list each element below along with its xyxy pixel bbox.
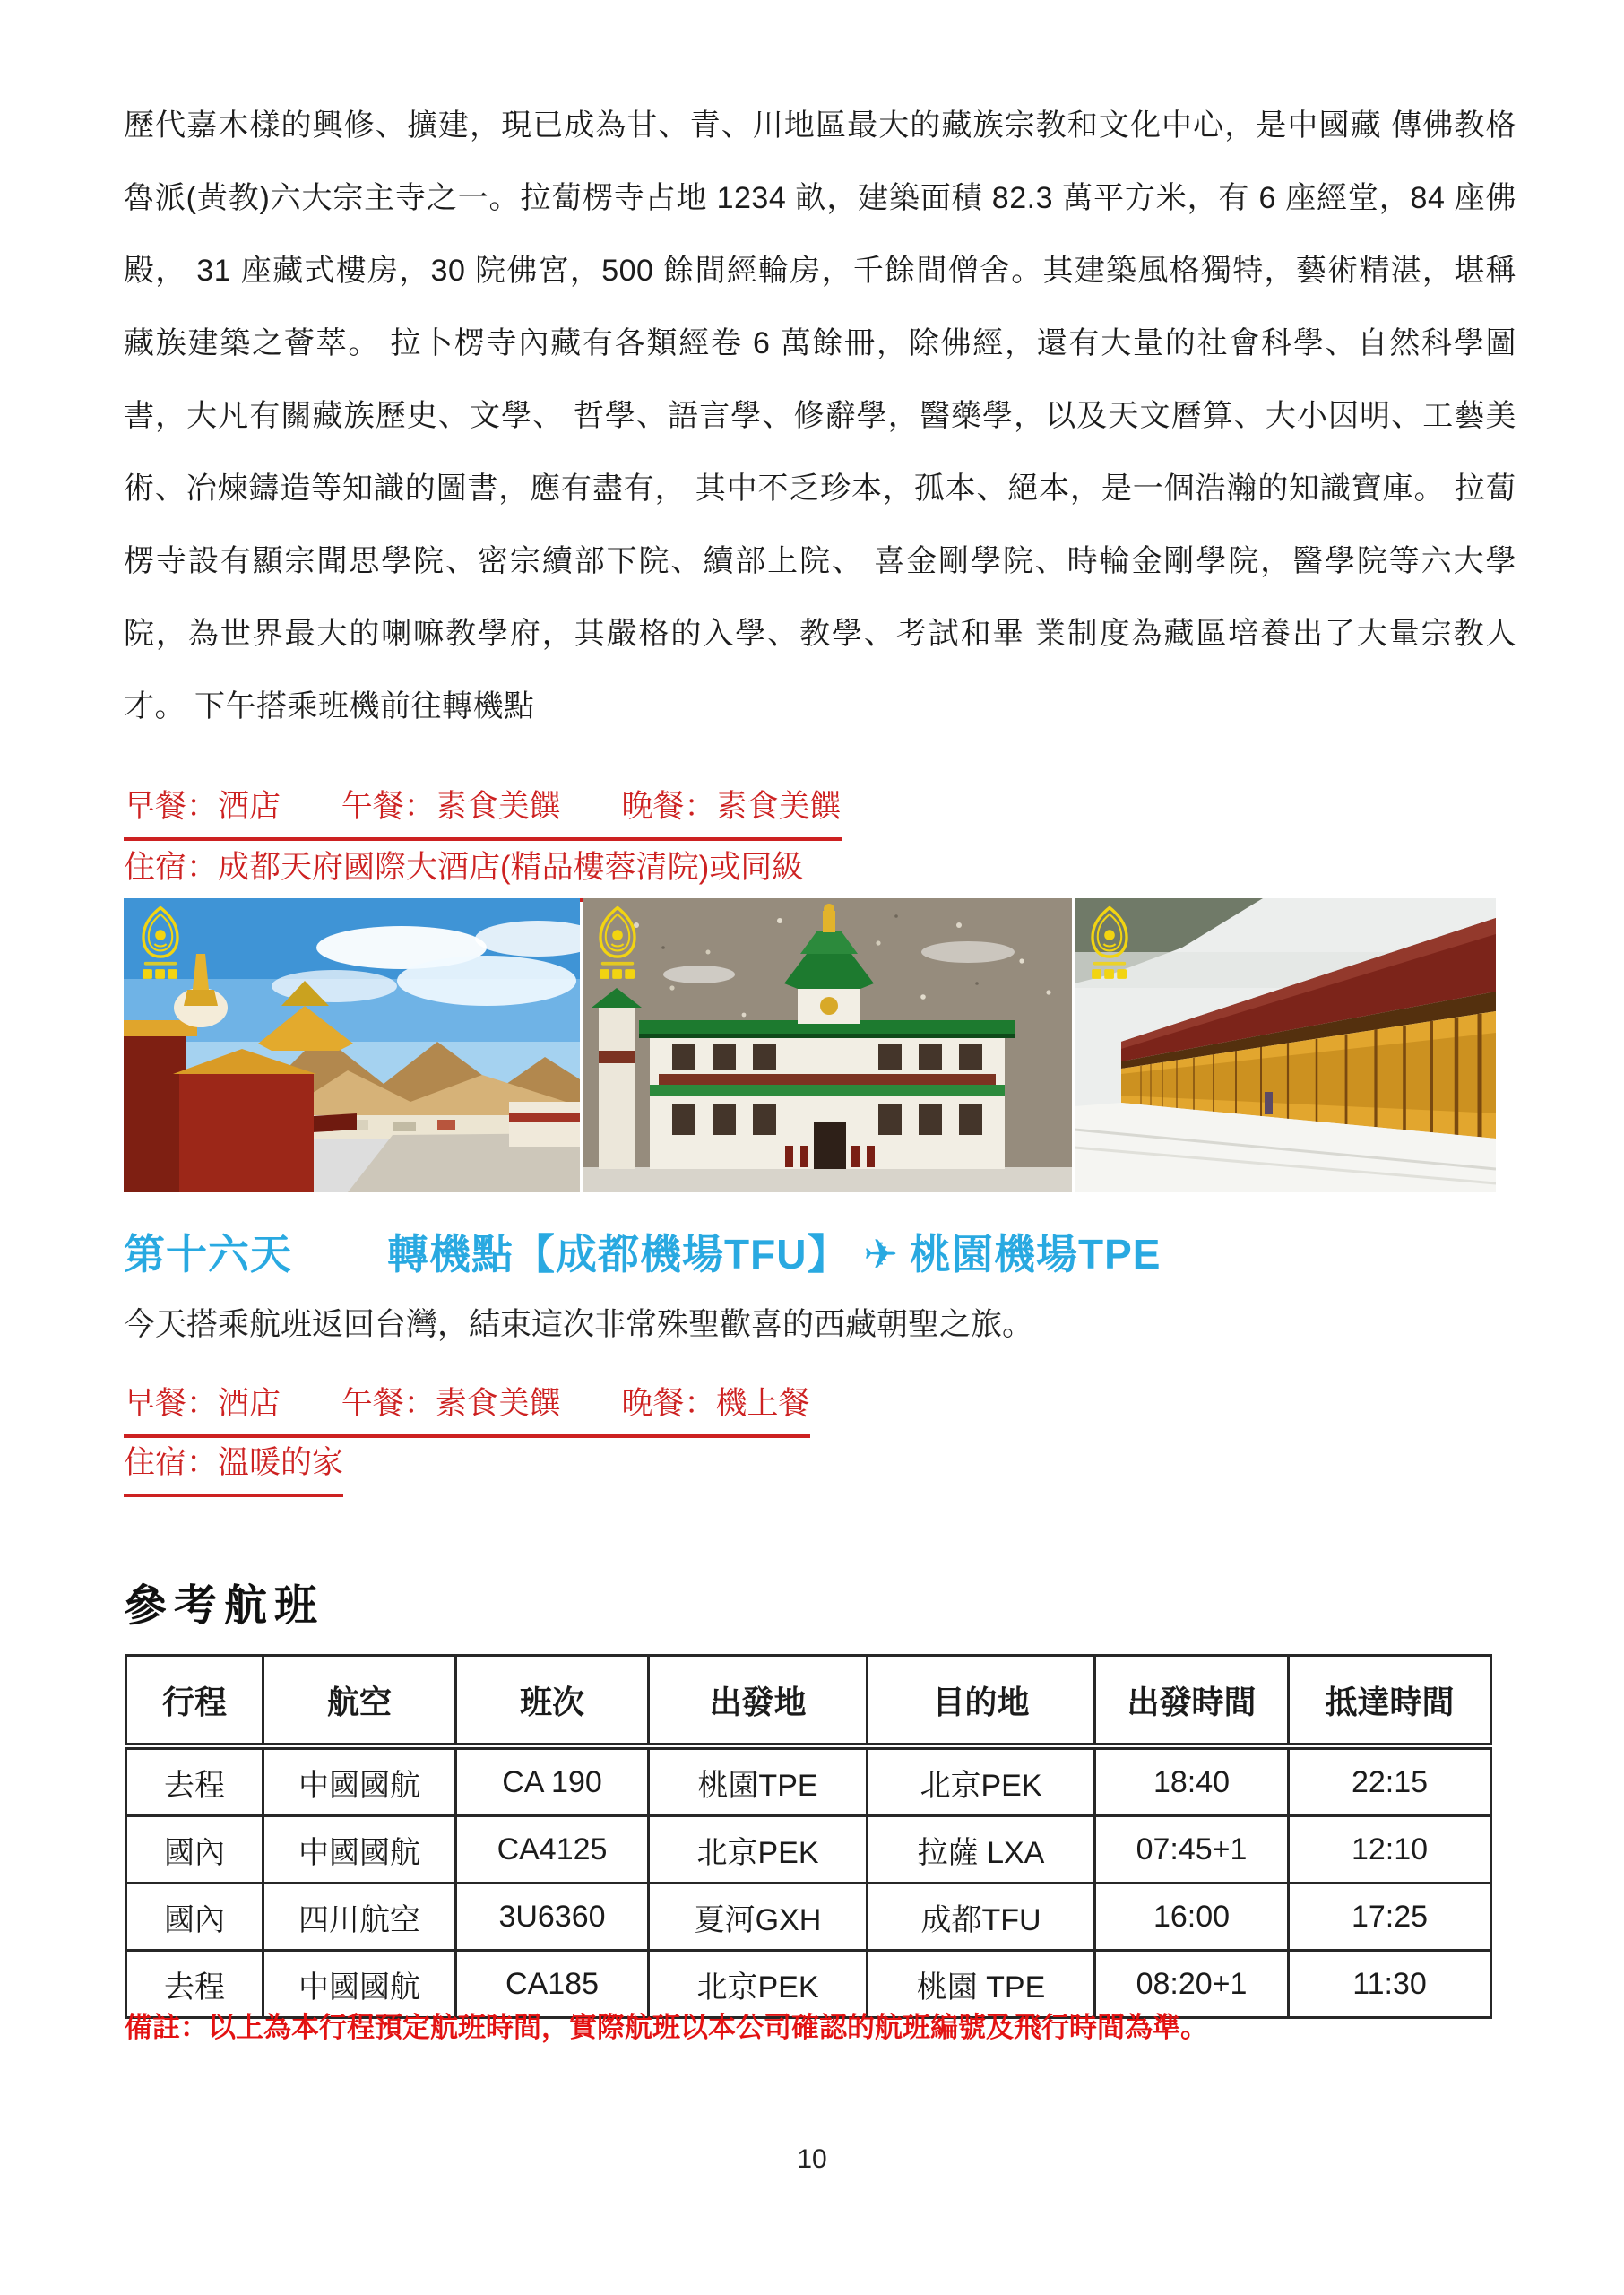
breakfast-label: 早餐：酒店 <box>124 789 281 824</box>
cell-leg: 去程 <box>126 1746 263 1816</box>
header-cell-departure-time: 出發時間 <box>1095 1656 1289 1747</box>
cell-airline: 中國國航 <box>263 1746 456 1816</box>
cell-departure-time: 16:00 <box>1095 1884 1289 1951</box>
cell-departure-time: 18:40 <box>1095 1746 1289 1816</box>
cell-flight-no: CA185 <box>456 1951 649 2018</box>
photo-facade-graphic <box>583 898 1072 1192</box>
cell-destination: 拉薩 LXA <box>868 1816 1095 1884</box>
cell-airline: 四川航空 <box>263 1884 456 1951</box>
day16-description: 今天搭乘航班返回台灣，結束這次非常殊聖歡喜的西藏朝聖之旅。 <box>124 1307 1034 1342</box>
photo-rooftops-graphic <box>124 898 580 1192</box>
header-cell-arrival-time: 抵達時間 <box>1289 1656 1491 1747</box>
cell-leg: 國內 <box>126 1884 263 1951</box>
cell-departure-time: 07:45+1 <box>1095 1816 1289 1884</box>
cell-destination: 桃園 TPE <box>868 1951 1095 2018</box>
photo-monastery-rooftops <box>124 898 580 1192</box>
dinner-label: 晚餐：素食美饌 <box>621 789 842 824</box>
cell-airline: 中國國航 <box>263 1816 456 1884</box>
cell-airline: 中國國航 <box>263 1951 456 2018</box>
cell-arrival-time: 11:30 <box>1289 1951 1491 2018</box>
cell-origin: 桃園TPE <box>649 1746 868 1816</box>
day16-route-label: 轉機點【成都機場TFU】 <box>387 1231 850 1277</box>
header-cell-flight-no: 班次 <box>456 1656 649 1747</box>
breakfast-label: 早餐：酒店 <box>124 1386 281 1421</box>
lunch-label: 午餐：素食美饌 <box>341 1386 561 1421</box>
flight-schedule-note: 備註：以上為本行程預定航班時間，實際航班以本公司確認的航班編號及飛行時間為準。 <box>125 2012 1208 2043</box>
cell-destination: 成都TFU <box>868 1884 1095 1951</box>
flights-section-title: 參考航班 <box>124 1582 325 1630</box>
photo-strip <box>124 898 1496 1192</box>
page-number: 10 <box>797 2144 827 2174</box>
header-cell-destination: 目的地 <box>868 1656 1095 1747</box>
header-cell-airline: 航空 <box>263 1656 456 1747</box>
header-cell-origin: 出發地 <box>649 1656 868 1747</box>
flight-row <box>126 1816 1491 1884</box>
lodging-label: 住宿：成都天府國際大酒店(精品樓蓉清院)或同級 <box>124 843 803 902</box>
header-cell-leg: 行程 <box>126 1656 263 1747</box>
cell-flight-no: CA4125 <box>456 1816 649 1884</box>
flight-row <box>126 1884 1491 1951</box>
day16-heading <box>124 1222 1558 1281</box>
day16-meal-line <box>124 1379 810 1438</box>
cell-origin: 北京PEK <box>649 1951 868 2018</box>
lunch-label: 午餐：素食美饌 <box>341 789 561 824</box>
day16-destination-label: 桃園機場TPE <box>909 1231 1162 1277</box>
day16-lodging-line <box>124 1438 343 1497</box>
cell-leg: 去程 <box>126 1951 263 2018</box>
flights-table-header-row <box>126 1656 1491 1747</box>
photo-prayer-wheel-corridor <box>1075 898 1496 1192</box>
dinner-label: 晚餐：機上餐 <box>621 1386 810 1421</box>
cell-arrival-time: 12:10 <box>1289 1816 1491 1884</box>
cell-leg: 國內 <box>126 1816 263 1884</box>
intro-paragraph: 歷代嘉木樣的興修、擴建，現已成為甘、青、川地區最大的藏族宗教和文化中心，是中國藏 傳佛教格魯派(黃教)六大宗主寺之一。拉蔔楞寺占地 1234 畝，建築面積 82.3 萬平方米，有 6 座經堂，84 座佛殿， 31 座藏式樓房，30 院佛宮，500 餘間經輪房，千餘間僧舍。其建築風格獨特，藝術精湛，堪稱藏族建築之薈萃。 拉卜楞寺內藏有各類經卷 6 萬餘冊，除佛經，還有大量的社會科學、自然科學圖書，大凡有關藏族歷史、文學、 哲學、語言學、修辭學，醫藥學，以及天文曆算、大小因明、工藝美術、冶煉鑄造等知識的圖書，應有盡有， 其中不乏珍本，孤本、絕本，是一個浩瀚的知識寶庫。 拉蔔楞寺設有顯宗聞思學院、密宗續部下院、續部上院、 喜金剛學院、時輪金剛學院，醫學院等六大學院，為世界最大的喇嘛教學府，其嚴格的入學、教學、考試和畢 業制度為藏區培養出了大量宗教人才。 下午搭乘班機前往轉機點 <box>124 108 1516 723</box>
plane-icon: ✈ <box>863 1231 899 1277</box>
day16-day-label: 第十六天 <box>124 1231 292 1277</box>
photo-temple-facade <box>583 898 1072 1192</box>
cell-flight-no: 3U6360 <box>456 1884 649 1951</box>
lodging-label: 住宿：溫暖的家 <box>124 1438 343 1497</box>
cell-arrival-time: 17:25 <box>1289 1884 1491 1951</box>
cell-departure-time: 08:20+1 <box>1095 1951 1289 2018</box>
flights-table <box>125 1654 1492 2019</box>
cell-origin: 夏河GXH <box>649 1884 868 1951</box>
cell-origin: 北京PEK <box>649 1816 868 1884</box>
day15-lodging-line <box>124 843 803 902</box>
cell-destination: 北京PEK <box>868 1746 1095 1816</box>
cell-flight-no: CA 190 <box>456 1746 649 1816</box>
cell-arrival-time: 22:15 <box>1289 1746 1491 1816</box>
photo-corridor-graphic <box>1075 898 1496 1192</box>
day15-meal-line <box>124 782 842 841</box>
flight-row <box>126 1746 1491 1816</box>
